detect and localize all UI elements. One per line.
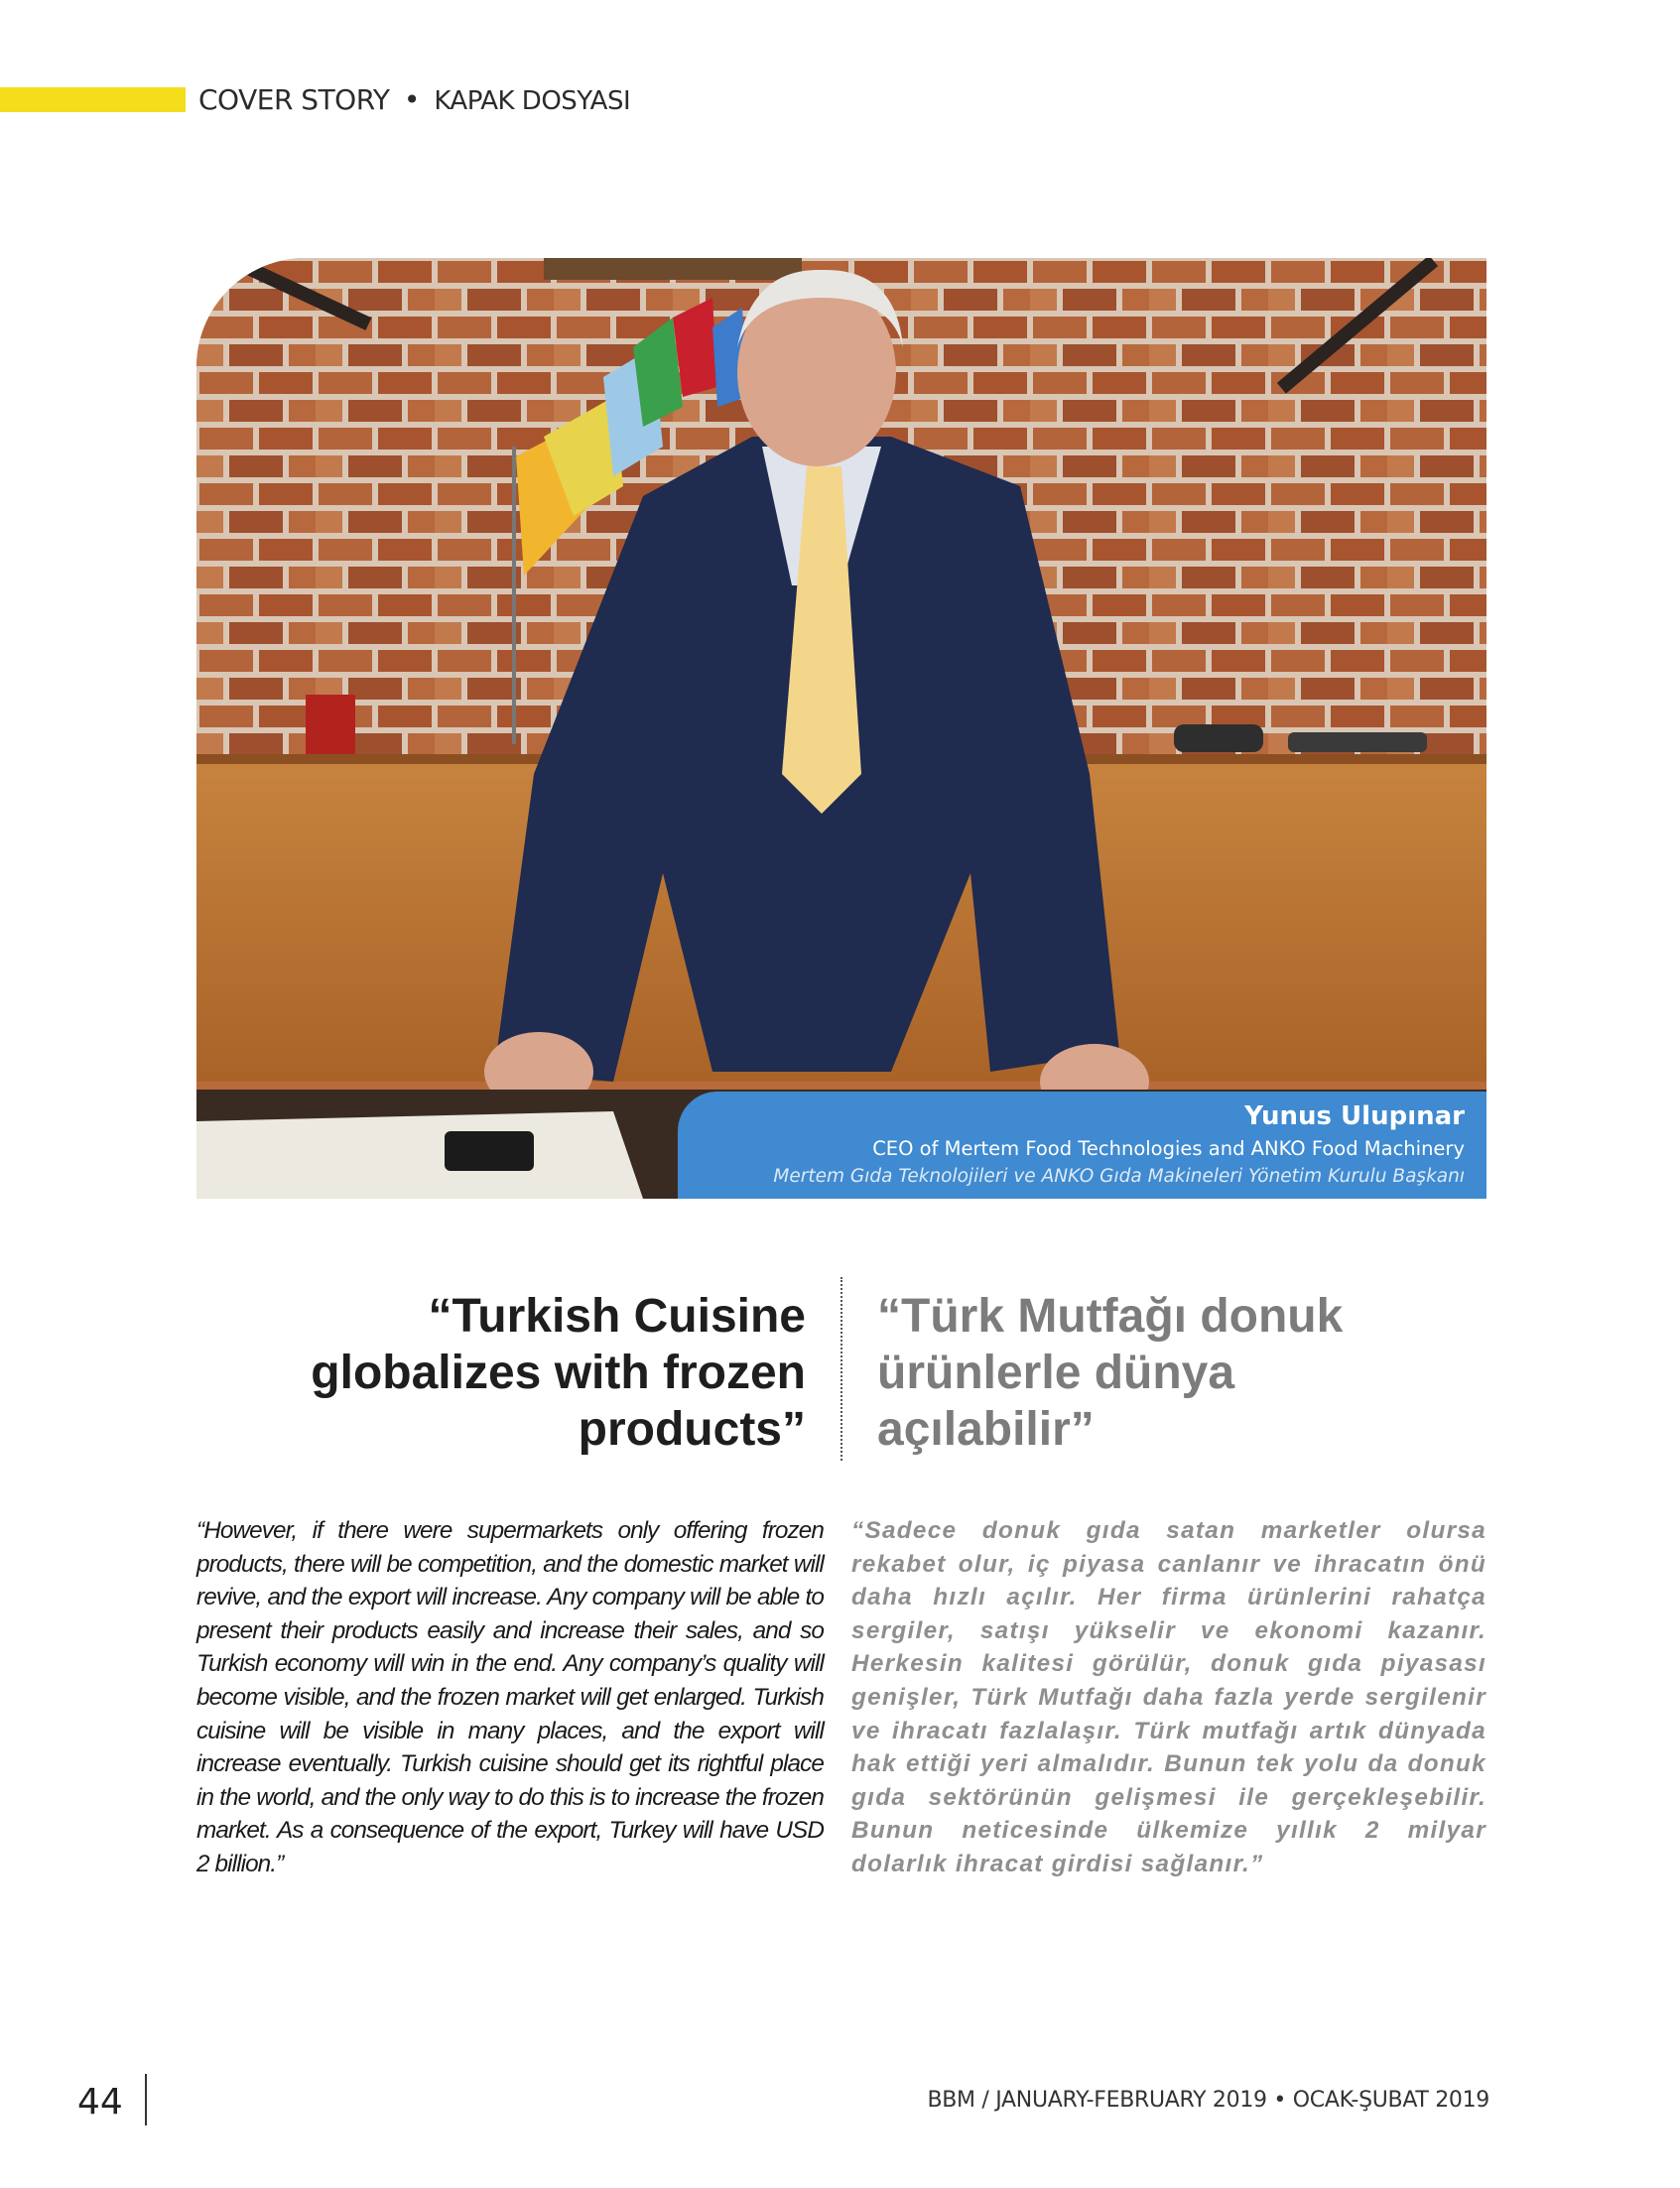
section-separator: • — [403, 83, 420, 116]
quote-body-en: “However, if there were supermarkets only offering frozen products, there will be competition, and the domestic market will revive, and the export will increase. Any company will be able to present their products easily and increase their sales, and so Turkish economy will win in the end. Any company’s quality will become visible, and the frozen market will get enlarged. Turkish cuisine will be visible in many places, and the export will increase eventually. Turkish cuisine should get its rightful place in the world, and the only way to do this is to increase the frozen market. As a consequence of the export, Turkey will have USD 2 billion.” — [196, 1517, 824, 1877]
caption-title-en: CEO of Mertem Food Technologies and ANKO Food Machinery — [872, 1137, 1465, 1160]
section-label-en: COVER STORY — [198, 83, 390, 116]
headline-tr: “Türk Mutfağı donuk ürünlerle dünya açılabilir” — [877, 1290, 1344, 1456]
page-number: 44 — [77, 2082, 123, 2123]
quote-body-tr: “Sadece donuk gıda satan marketler olursa rekabet olur, iç piyasa canlanır ve ihracatın önü daha hızlı açılır. Her firma ürünlerini rahatça sergiler, satışı yükselir ve ekonomi kazanır. Herkesin kalitesi görülür, donuk gıda piyasası genişler, Türk Mutfağı daha fazla yerde sergilenir ve ihracatı fazlalaşır. Türk mutfağı artık dünyada hak ettiği yeri almalıdır. Bunun tek yolu da donuk gıda sektörünün gelişmesi ile gerçekleşebilir. Bunun neticesinde ülkemize yıllık 2 milyar dolarlık ihracat girdisi sağlanır.” — [851, 1517, 1486, 1877]
portrait-illustration — [196, 258, 1486, 1199]
issue-info: BBM / JANUARY-FEBRUARY 2019 • OCAK-ŞUBAT 2019 — [927, 2088, 1489, 2113]
section-label — [198, 83, 630, 116]
photo-caption — [678, 1092, 1486, 1199]
section-accent-bar — [0, 87, 186, 112]
headline-en: “Turkish Cuisine globalizes with frozen products” — [311, 1290, 806, 1456]
column-divider — [840, 1277, 842, 1461]
portrait-photo — [196, 258, 1486, 1199]
section-label-tr: KAPAK DOSYASI — [434, 86, 631, 116]
caption-title-tr: Mertem Gıda Teknolojileri ve ANKO Gıda Makineleri Yönetim Kurulu Başkanı — [773, 1166, 1465, 1187]
footer-divider — [145, 2074, 147, 2125]
caption-name: Yunus Ulupınar — [1244, 1101, 1465, 1131]
